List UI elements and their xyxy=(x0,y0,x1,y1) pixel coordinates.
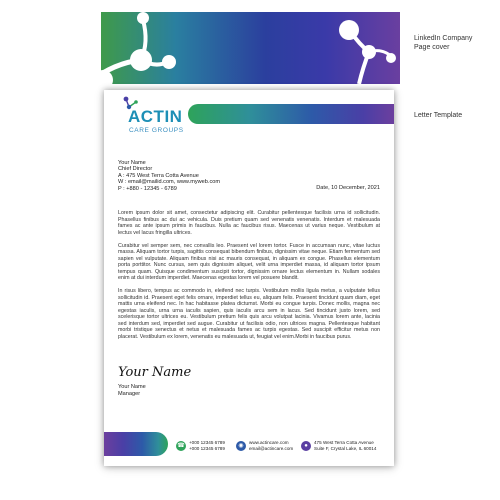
logo-wordmark: ACTIN xyxy=(128,107,183,126)
recipient-web: W : email@mailid.com, www.myweb.com xyxy=(118,179,221,186)
recipient-phone: P : +880 - 12345 - 6789 xyxy=(118,185,177,192)
footer-address-1: 475 West Terra Cotta Avenue xyxy=(314,440,374,446)
recipient-address: A : 475 West Terra Cotta Avenue xyxy=(118,172,199,179)
letter-label: Letter Template xyxy=(414,112,463,119)
footer-web-1: www.actincare.com xyxy=(249,440,289,446)
footer-web-2: email@actincare.com xyxy=(249,445,294,451)
recipient-name: Your Name xyxy=(118,160,146,166)
header-gradient-bar xyxy=(188,104,394,124)
globe-icon: ◉ xyxy=(236,441,246,451)
signature: Your Name xyxy=(118,365,192,380)
signer-name: Your Name xyxy=(118,384,146,390)
phone-icon: ☎ xyxy=(176,441,186,451)
letter-body xyxy=(118,210,380,347)
letter-date: Date, 10 December, 2021 xyxy=(316,185,380,191)
location-pin-icon: ● xyxy=(301,441,311,451)
footer-phone-2: +000 12345 6789 xyxy=(189,445,225,451)
recipient-title: Chief Director xyxy=(118,166,153,173)
cover-label-line1: LinkedIn Company xyxy=(414,35,473,42)
footer-web xyxy=(236,440,293,451)
recipient-block xyxy=(118,160,220,192)
footer-gradient-bar xyxy=(104,432,168,456)
footer-phone-1: +000 12345 6789 xyxy=(189,440,225,446)
body-paragraph-2: Curabitur vel semper sem, nec convallis leo. Praesent vel lorem tortor. Fusce in accumsan nunc, vitae luctus massa. Aliquam tortor turpis, sagittis consequat bibendum finibus, dignissim vitae neque. Etiam fermentum sed sapien vel vulputate. Aliquam finibus nisi ac mauris consequat, in aliquam ex congue. Phasellus elementum porta porttitor. Nunc cursus, sem quis dignissim aliquet, velit urna imperdiet massa, id aliquam tortor ipsum tempus quam. Quisque condimentum suscipit tortor, dignissim ornare lectus elementum in. Nullam sodales enim at dui interdum imperdiet. Maecenas egestas lorem vel posuere blandit. xyxy=(118,242,380,281)
molecule-graphic xyxy=(101,12,400,84)
logo xyxy=(118,96,198,136)
cover-label-line2: Page cover xyxy=(414,44,450,51)
linkedin-cover-banner xyxy=(101,12,400,84)
signer-block xyxy=(118,384,146,397)
footer-phone xyxy=(176,440,225,451)
cover-label xyxy=(414,34,472,52)
signer-title: Manager xyxy=(118,390,141,397)
footer-address xyxy=(301,440,376,451)
logo-subtitle: CARE GROUPS xyxy=(129,127,184,134)
body-paragraph-3: In risus libero, tempus ac commodo in, eleifend nec turpis. Vestibulum mollis ligula metus, a vulputate tellus sollicitudin id. Praesent eget felis ornare, imperdiet tellus eu, aliquam felis. Praesent tincidunt quam diam, eget mattis urna eleifend nec. In hac habitasse platea dictumst. Morbi eu congue turpis. Donec mollis, magna nec egestas iaculis, urna urna iaculis sapien, quis iaculis arcu sem in lacus. Sed tincidunt justo lorem, sed scelerisque tortor ultrices eu. Vestibulum pretium felis quis arcu volutpat lacinia. Vivamus lorem ante, lacinia sed interdum sed, imperdiet sed augue. Curabitur ut facilisis odio, non ultrices magna. Pellentesque habitant morbi tristique senectus et netus et malesuada fames ac turpis egestas. Sed suscipit efficitur metus non placerat. Vestibulum ex lorem, venenatis eu malesuada ut, feugiat vel enim.Morbi in faucibus purus. xyxy=(118,288,380,340)
footer-address-2: Suite F, Crystal Lake, IL 60014 xyxy=(314,445,377,451)
body-paragraph-1: Lorem ipsum dolor sit amet, consectetur adipiscing elit. Curabitur pellentesque facilisis urna id sollicitudin. Phasellus finibus ac dui ac vehicula. Duis pretium quam sed venenatis venenatis. Interdum et malesuada fames ac ante ipsum primis in faucibus. Nulla ac faucibus risus. Maecenas ut varius neque. Vestibulum at lectus vel lacus fringilla ultrices. xyxy=(118,210,380,236)
letter-page xyxy=(104,90,394,466)
